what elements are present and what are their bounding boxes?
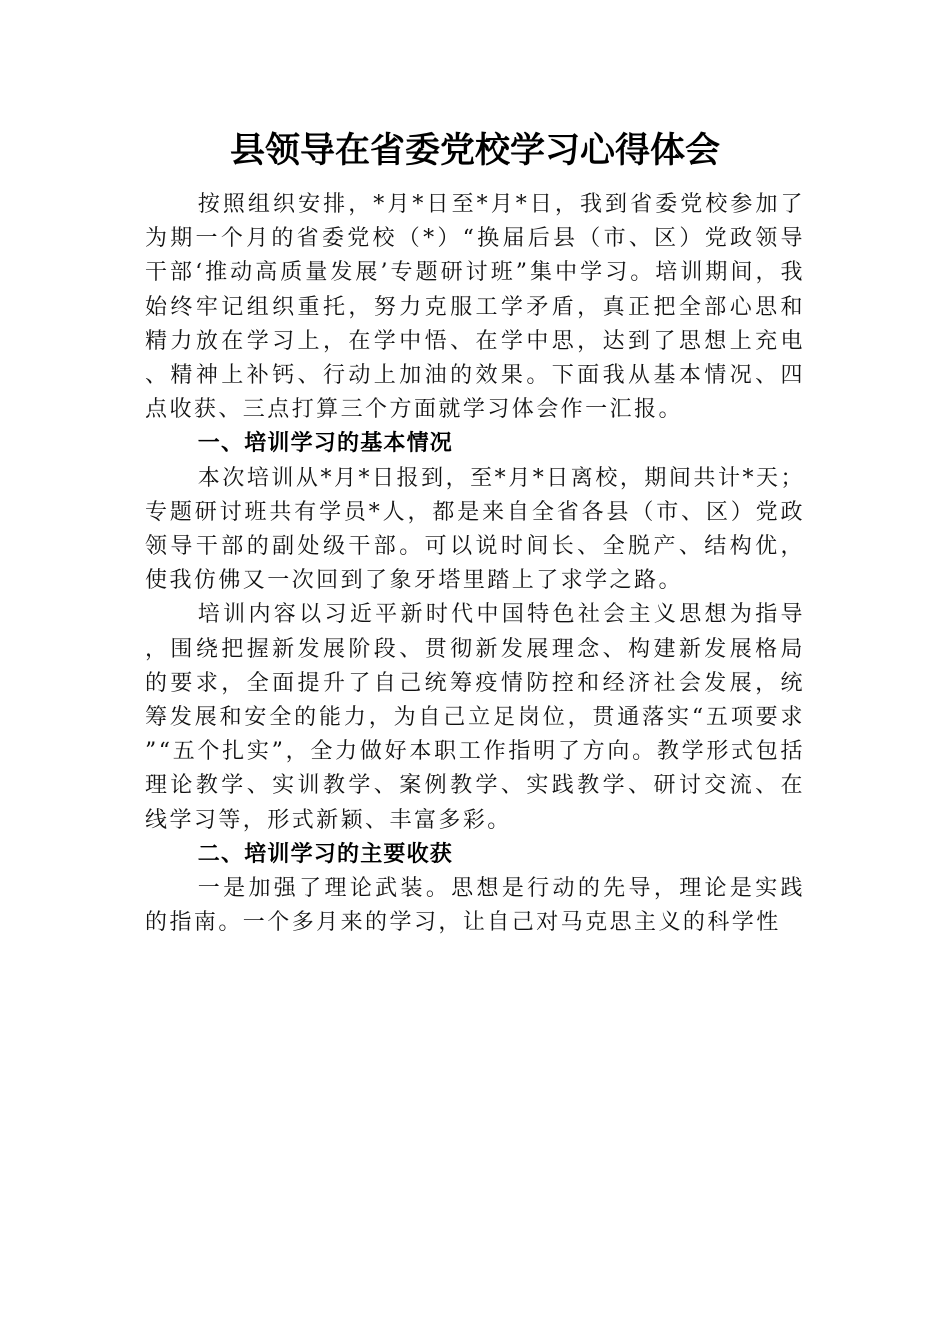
basic-situation-paragraph: 本次培训从*月*日报到，至*月*日离校，期间共计*天；专题研讨班共有学员*人，都是来自全省各县（市、区）党政领导干部的副处级干部。可以说时间长、全脱产、结构优，使我仿佛又一次回到了象牙塔里踏上了求学之路。 <box>145 465 805 594</box>
document-body <box>145 188 805 940</box>
section-heading-main-gains: 二、培训学习的主要收获 <box>197 841 453 867</box>
intro-paragraph: 按照组织安排，*月*日至*月*日，我到省委党校参加了为期一个月的省委党校（*）“换届后县（市、区）党政领导干部‘推动高质量发展’专题研讨班”集中学习。培训期间，我始终牢记组织重托，努力克服工学矛盾，真正把全部心思和精力放在学习上，在学中悟、在学中思，达到了思想上充电、精神上补钙、行动上加油的效果。下面我从基本情况、四点收获、三点打算三个方面就学习体会作一汇报。 <box>145 192 805 423</box>
main-gains-paragraph: 一是加强了理论武装。思想是行动的先导，理论是实践的指南。一个多月来的学习，让自己对马克思主义的科学性 <box>145 876 805 936</box>
training-content-paragraph: 培训内容以习近平新时代中国特色社会主义思想为指导，围绕把握新发展阶段、贯彻新发展理念、构建新发展格局的要求，全面提升了自己统筹疫情防控和经济社会发展，统筹发展和安全的能力，为自己立足岗位，贯通落实“五项要求”“五个扎实”，全力做好本职工作指明了方向。教学形式包括理论教学、实训教学、案例教学、实践教学、研讨交流、在线学习等，形式新颖、丰富多彩。 <box>145 602 805 833</box>
section-heading-basic-situation: 一、培训学习的基本情况 <box>197 431 453 457</box>
document-title: 县领导在省委党校学习心得体会 <box>229 130 720 171</box>
